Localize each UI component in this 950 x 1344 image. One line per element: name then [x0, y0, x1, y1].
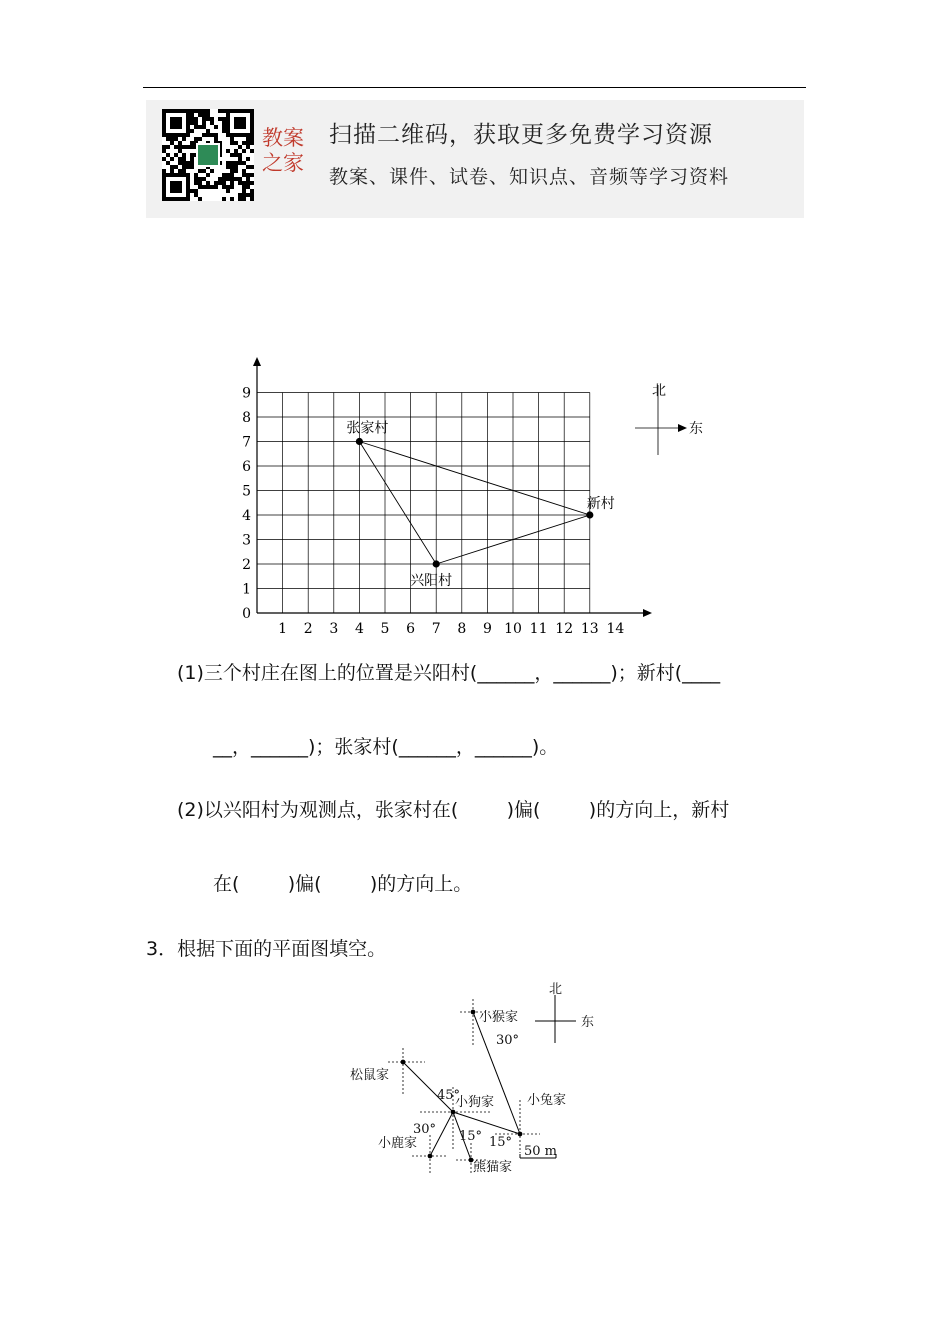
- map-rabbit-label: 小兔家: [527, 1093, 567, 1108]
- brand-logo: 教案之家: [262, 126, 304, 175]
- y-tick-label: 6: [242, 459, 251, 475]
- compass-east-label: 东: [689, 421, 703, 437]
- x-tick-label: 4: [354, 621, 364, 637]
- village-point: [356, 438, 363, 445]
- question-1-line-2: __，______)；张家村(______，______)。: [213, 736, 559, 758]
- x-tick-label: 13: [580, 621, 599, 637]
- map-east-label: 东: [581, 1015, 595, 1030]
- x-tick-label: 1: [278, 621, 288, 637]
- compass-north-label: 北: [652, 383, 666, 399]
- x-tick-labels: [278, 621, 624, 637]
- qr-code-icon: [162, 109, 254, 201]
- x-tick-label: 10: [504, 621, 522, 637]
- map-angle-15-rabbit: 15°: [489, 1135, 513, 1150]
- map-squirrel-label: 松鼠家: [350, 1068, 390, 1083]
- map-north-label: 北: [549, 982, 563, 997]
- compass: [635, 383, 703, 455]
- x-tick-label: 8: [457, 621, 467, 637]
- village-triangle: [359, 442, 589, 565]
- map-dog-label: 小狗家: [455, 1095, 495, 1110]
- y-tick-label: 9: [242, 385, 251, 402]
- village-label: 兴阳村: [410, 573, 453, 589]
- x-tick-label: 11: [529, 621, 548, 637]
- y-tick-label: 3: [242, 532, 251, 549]
- map-angle-45: 45°: [437, 1088, 461, 1103]
- question-2-line-2: 在( )偏( )的方向上。: [213, 873, 473, 895]
- x-axis-arrow: [643, 609, 652, 617]
- triangle-edges: [359, 442, 589, 565]
- x-tick-label: 3: [329, 621, 339, 637]
- x-tick-label: 9: [482, 621, 492, 637]
- x-tick-label: 6: [406, 621, 416, 637]
- question-2-line-1: (2)以兴阳村为观测点，张家村在( )偏( )的方向上，新村: [177, 799, 730, 821]
- y-tick-label: 4: [242, 508, 251, 524]
- y-tick-label: 2: [242, 557, 251, 573]
- map-monkey-label: 小猴家: [479, 1010, 519, 1025]
- banner-subtitle: 教案、课件、试卷、知识点、音频等学习资料: [329, 166, 730, 188]
- x-tick-label: 12: [555, 621, 574, 637]
- coordinate-grid: [230, 350, 710, 645]
- map-angle-30-deer: 30°: [413, 1122, 437, 1137]
- question-1-line-1: (1)三个村庄在图上的位置是兴阳村(______，______)；新村(____: [177, 662, 721, 684]
- banner: [146, 100, 804, 218]
- x-tick-label: 14: [606, 621, 625, 637]
- map-angle-30-monkey: 30°: [496, 1033, 520, 1048]
- x-tick-label: 2: [303, 621, 313, 637]
- map-deer-label: 小鹿家: [378, 1136, 418, 1151]
- y-tick-labels: [242, 386, 251, 623]
- y-tick-label: 7: [242, 434, 251, 451]
- village-point: [586, 511, 593, 518]
- y-tick-label: 1: [242, 581, 251, 598]
- y-axis-arrow: [253, 357, 261, 366]
- map-scale-label: 50 m: [524, 1144, 558, 1159]
- banner-slogan: 扫描二维码，获取更多免费学习资源: [329, 122, 713, 148]
- y-tick-label: 0: [242, 606, 251, 622]
- question-3-heading: 3．根据下面的平面图填空。: [146, 938, 387, 960]
- map-panda-label: 熊猫家: [473, 1160, 513, 1175]
- x-tick-label: 7: [431, 621, 441, 637]
- village-label: 张家村: [346, 420, 389, 437]
- map-angle-15-panda: 15°: [459, 1129, 483, 1144]
- village-point: [433, 560, 440, 567]
- direction-map: [340, 975, 630, 1190]
- y-tick-label: 8: [242, 410, 251, 426]
- y-tick-label: 5: [242, 483, 251, 500]
- village-label: 新村: [586, 496, 615, 512]
- top-rule: [143, 87, 806, 88]
- x-tick-label: 5: [380, 621, 390, 637]
- village-points: [346, 420, 614, 590]
